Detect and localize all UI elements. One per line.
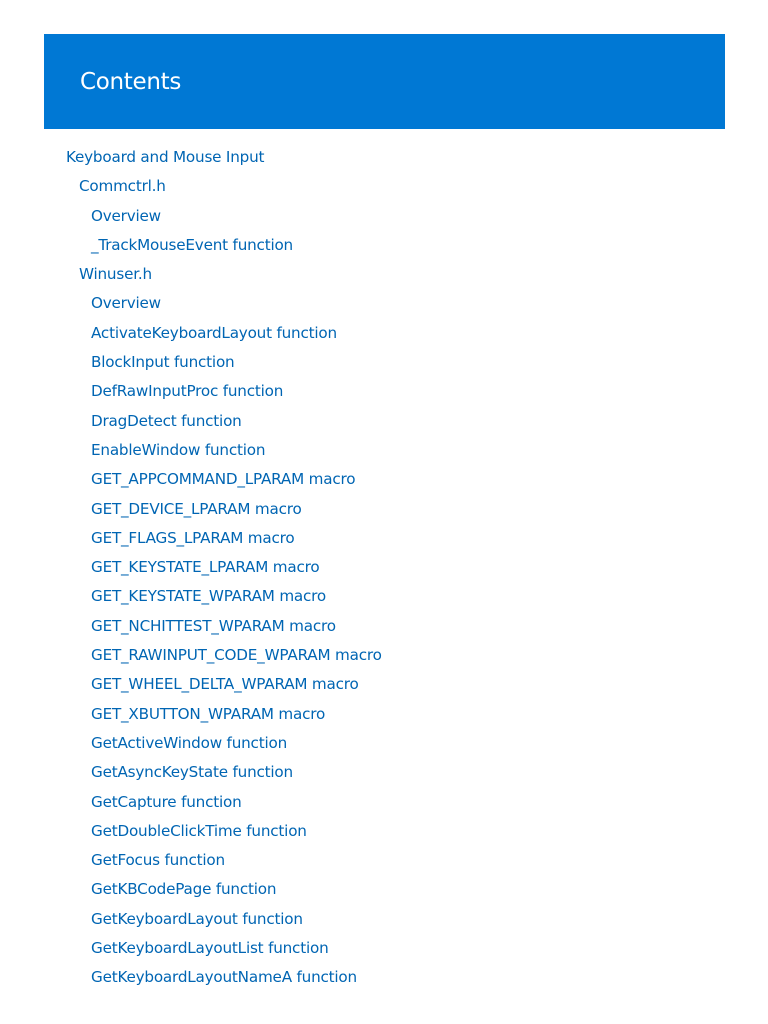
toc-item[interactable] [0, 319, 768, 348]
table-of-contents [0, 143, 768, 993]
toc-item[interactable] [0, 260, 768, 289]
toc-item[interactable] [0, 612, 768, 641]
toc-link[interactable]: Winuser.h [79, 265, 152, 284]
toc-item[interactable] [0, 670, 768, 699]
toc-link[interactable]: GET_KEYSTATE_WPARAM macro [91, 587, 326, 606]
toc-item[interactable] [0, 788, 768, 817]
toc-item[interactable] [0, 143, 768, 172]
toc-item[interactable] [0, 905, 768, 934]
toc-link[interactable]: GetKBCodePage function [91, 880, 277, 899]
toc-link[interactable]: Overview [91, 206, 161, 225]
toc-link[interactable]: Overview [91, 294, 161, 313]
toc-link[interactable]: GET_NCHITTEST_WPARAM macro [91, 616, 336, 635]
toc-link[interactable]: _TrackMouseEvent function [91, 235, 293, 254]
toc-link[interactable]: BlockInput function [91, 353, 235, 372]
toc-item[interactable] [0, 817, 768, 846]
toc-item[interactable] [0, 846, 768, 875]
toc-item[interactable] [0, 641, 768, 670]
toc-link[interactable]: GET_RAWINPUT_CODE_WPARAM macro [91, 646, 382, 665]
toc-item[interactable] [0, 729, 768, 758]
toc-item[interactable] [0, 289, 768, 318]
toc-item[interactable] [0, 172, 768, 201]
toc-link[interactable]: GetKeyboardLayoutList function [91, 939, 329, 958]
toc-item[interactable] [0, 553, 768, 582]
toc-link[interactable]: DefRawInputProc function [91, 382, 284, 401]
toc-link[interactable]: GetKeyboardLayout function [91, 909, 303, 928]
toc-item[interactable] [0, 582, 768, 611]
toc-link[interactable]: GET_WHEEL_DELTA_WPARAM macro [91, 675, 359, 694]
toc-link[interactable]: GetFocus function [91, 851, 225, 870]
toc-link[interactable]: GetCapture function [91, 792, 242, 811]
toc-item[interactable] [0, 377, 768, 406]
toc-link[interactable]: DragDetect function [91, 411, 242, 430]
toc-link[interactable]: GetDoubleClickTime function [91, 821, 307, 840]
toc-item[interactable] [0, 436, 768, 465]
toc-item[interactable] [0, 934, 768, 963]
toc-link[interactable]: Commctrl.h [79, 177, 166, 196]
toc-link[interactable]: GET_XBUTTON_WPARAM macro [91, 704, 326, 723]
toc-item[interactable] [0, 875, 768, 904]
toc-item[interactable] [0, 202, 768, 231]
toc-link[interactable]: GetKeyboardLayoutNameA function [91, 968, 357, 987]
toc-item[interactable] [0, 524, 768, 553]
toc-link[interactable]: GET_FLAGS_LPARAM macro [91, 528, 295, 547]
toc-item[interactable] [0, 758, 768, 787]
contents-header [44, 34, 725, 129]
toc-link[interactable]: GET_DEVICE_LPARAM macro [91, 499, 302, 518]
toc-link[interactable]: ActivateKeyboardLayout function [91, 323, 337, 342]
toc-item[interactable] [0, 231, 768, 260]
toc-item[interactable] [0, 495, 768, 524]
toc-link[interactable]: Keyboard and Mouse Input [66, 148, 265, 166]
toc-item[interactable] [0, 465, 768, 494]
toc-link[interactable]: GET_APPCOMMAND_LPARAM macro [91, 470, 356, 489]
toc-item[interactable] [0, 963, 768, 992]
toc-item[interactable] [0, 348, 768, 377]
toc-link[interactable]: EnableWindow function [91, 440, 266, 459]
toc-link[interactable]: GetAsyncKeyState function [91, 763, 293, 782]
toc-item[interactable] [0, 407, 768, 436]
toc-link[interactable]: GET_KEYSTATE_LPARAM macro [91, 558, 320, 577]
page-title: Contents [80, 69, 182, 95]
toc-link[interactable]: GetActiveWindow function [91, 733, 287, 752]
toc-item[interactable] [0, 700, 768, 729]
